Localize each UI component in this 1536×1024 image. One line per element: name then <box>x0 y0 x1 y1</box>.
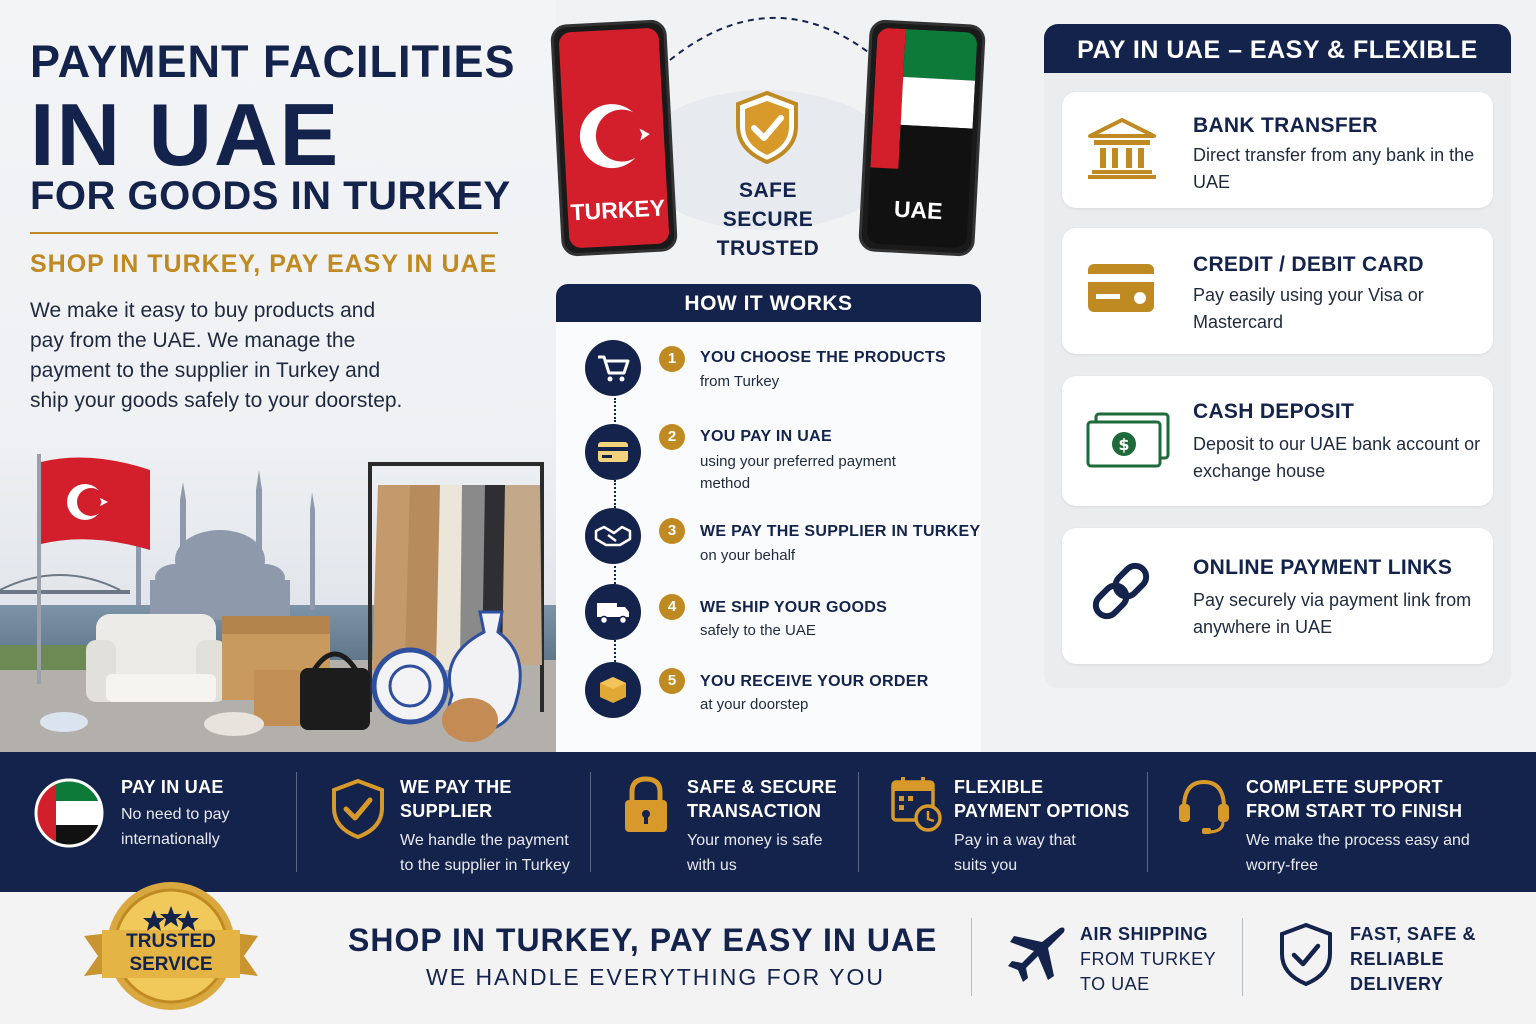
credit-card-icon <box>1086 260 1158 316</box>
step-connector <box>614 566 616 584</box>
headline-divider <box>30 232 498 234</box>
step-number: 3 <box>659 518 685 544</box>
istanbul-scene-illustration <box>0 440 556 752</box>
shield-check-icon <box>330 778 386 840</box>
svg-text:$: $ <box>1118 435 1130 454</box>
trusted-line: TRUSTED <box>716 237 820 260</box>
badge-text <box>100 930 242 976</box>
feature-title: PAY IN UAE <box>121 777 224 797</box>
payment-methods-title: PAY IN UAE – EASY & FLEXIBLE <box>1044 24 1511 73</box>
step-number: 5 <box>659 668 685 694</box>
step-number: 4 <box>659 594 685 620</box>
delivery-line: DELIVERY <box>1350 974 1444 994</box>
feature-divider <box>858 772 859 872</box>
air-shipping-text <box>1080 922 1216 997</box>
step-connector <box>614 640 616 662</box>
step-number: 2 <box>659 424 685 450</box>
step-title: YOU RECEIVE YOUR ORDER <box>700 673 929 690</box>
shipping-line: TO UAE <box>1080 974 1150 994</box>
uae-phone-label: UAE <box>893 195 944 225</box>
turkey-flag-icon <box>561 67 670 212</box>
feature-title: FLEXIBLE PAYMENT OPTIONS <box>954 777 1130 821</box>
step-title: WE PAY THE SUPPLIER IN TURKEY <box>700 523 981 540</box>
step-subtitle: on your behalf <box>700 547 796 564</box>
delivery-text <box>1350 922 1476 997</box>
shield-check-icon <box>734 90 800 166</box>
feature-subtitle: Your money is safe with us <box>687 832 823 874</box>
badge-line: SERVICE <box>129 954 213 975</box>
feature-subtitle: We make the process easy and worry-free <box>1246 832 1470 874</box>
bank-icon <box>1086 118 1158 180</box>
feature-subtitle: We handle the payment to the supplier in Turkey <box>400 832 570 874</box>
turkey-phone-label: TURKEY <box>569 194 666 226</box>
payment-subtitle: Direct transfer from any bank in the UAE <box>1193 145 1475 192</box>
calendar-clock-icon <box>890 774 944 834</box>
payment-card-bank-transfer <box>1062 92 1493 208</box>
feature-subtitle: Pay in a way that suits you <box>954 832 1076 874</box>
payment-title: CASH DEPOSIT <box>1193 400 1355 423</box>
footer-divider <box>971 918 972 996</box>
tagline: SHOP IN TURKEY, PAY EASY IN UAE <box>30 250 498 278</box>
left-panel <box>0 0 556 752</box>
footer-divider <box>1242 918 1243 996</box>
intro-description: We make it easy to buy products and pay from the UAE. We manage the payment to the supplier in Turkey and ship your goods safely to your doorstep. <box>30 299 403 412</box>
feature-divider <box>296 772 297 872</box>
uae-phone <box>858 19 986 257</box>
payment-subtitle: Pay securely via payment link from anywhere in UAE <box>1193 590 1472 637</box>
headline-line-1: PAYMENT FACILITIES <box>30 36 516 87</box>
step-title: WE SHIP YOUR GOODS <box>700 599 888 616</box>
headline-line-2: IN UAE <box>30 85 341 184</box>
feature-divider <box>1147 772 1148 872</box>
payment-subtitle: Pay easily using your Visa or Mastercard <box>1193 285 1424 332</box>
padlock-icon <box>622 776 670 836</box>
truck-icon <box>585 584 641 640</box>
step-subtitle: from Turkey <box>700 373 780 390</box>
turkey-phone <box>550 19 678 257</box>
headset-icon <box>1176 776 1232 836</box>
step-title: YOU PAY IN UAE <box>700 428 832 445</box>
payment-subtitle: Deposit to our UAE bank account or exchange house <box>1193 434 1481 481</box>
feature-title: WE PAY THE SUPPLIER <box>400 777 512 821</box>
cart-icon <box>585 340 641 396</box>
safe-line: SAFE <box>738 179 797 202</box>
feature-title: SAFE & SECURE TRANSACTION <box>687 777 837 821</box>
payment-card-credit-debit <box>1062 228 1493 354</box>
uae-flag-icon <box>32 776 106 850</box>
feature-subtitle: No need to pay internationally <box>121 806 230 848</box>
step-connector <box>614 398 616 422</box>
delivery-line: RELIABLE <box>1350 949 1444 969</box>
step-subtitle: using your preferred payment method <box>700 453 896 492</box>
shipping-line: FROM TURKEY <box>1080 949 1217 969</box>
how-it-works-title: HOW IT WORKS <box>556 284 981 322</box>
footer-headline: SHOP IN TURKEY, PAY EASY IN UAE <box>348 922 938 958</box>
card-icon <box>585 424 641 480</box>
payment-card-cash-deposit <box>1062 376 1493 506</box>
step-number: 1 <box>659 346 685 372</box>
link-icon <box>1086 558 1156 624</box>
step-subtitle: safely to the UAE <box>700 622 816 639</box>
step-title: YOU CHOOSE THE PRODUCTS <box>700 349 947 366</box>
footer-subheadline: WE HANDLE EVERYTHING FOR YOU <box>426 964 885 990</box>
cash-icon <box>1086 412 1172 468</box>
handshake-icon <box>585 508 641 564</box>
feature-title: COMPLETE SUPPORT FROM START TO FINISH <box>1246 777 1463 821</box>
airplane-icon <box>1006 924 1068 988</box>
shield-check-outline-icon <box>1278 922 1334 988</box>
shipping-line: AIR SHIPPING <box>1080 924 1209 944</box>
payment-title: CREDIT / DEBIT CARD <box>1193 253 1424 276</box>
safe-secure-trusted <box>700 176 836 263</box>
step-subtitle: at your doorstep <box>700 696 809 713</box>
payment-title: ONLINE PAYMENT LINKS <box>1193 556 1453 579</box>
payment-title: BANK TRANSFER <box>1193 114 1378 137</box>
delivery-line: FAST, SAFE & <box>1350 924 1477 944</box>
payment-card-online-links <box>1062 528 1493 664</box>
feature-divider <box>590 772 591 872</box>
box-icon <box>585 662 641 718</box>
connection-arc <box>670 18 868 60</box>
step-connector <box>614 480 616 508</box>
badge-line: TRUSTED <box>126 931 216 952</box>
headline-line-3: FOR GOODS IN TURKEY <box>30 174 511 218</box>
secure-line: SECURE <box>722 208 814 231</box>
